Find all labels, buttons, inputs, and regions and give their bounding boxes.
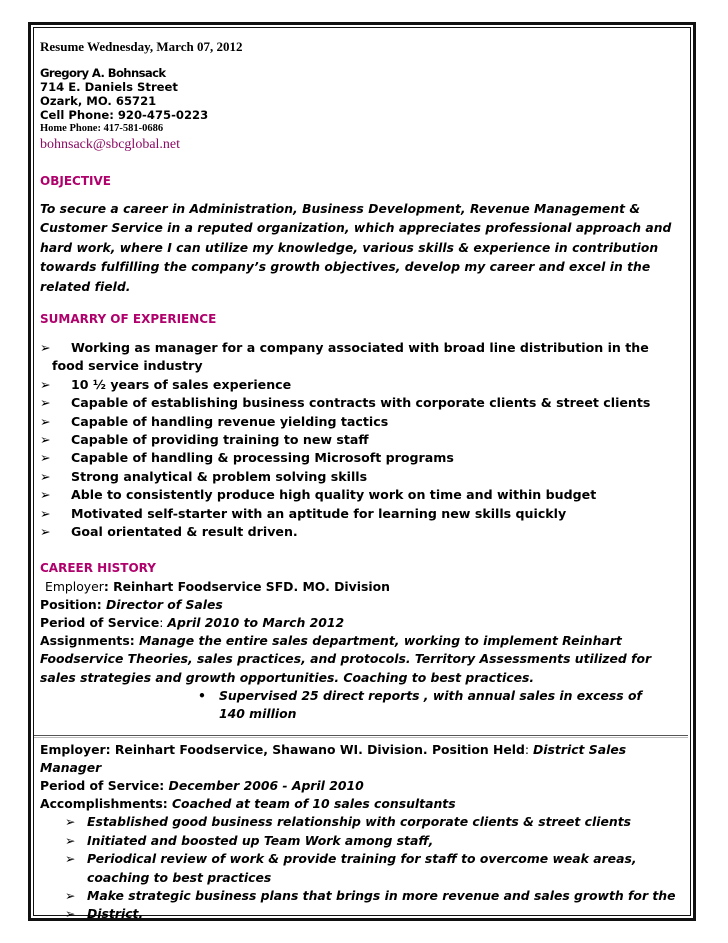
job-2	[40, 741, 688, 924]
job-1-bullet	[198, 687, 659, 724]
summary-item-text: Strong analytical & problem solving skills	[71, 468, 368, 484]
list-item	[40, 887, 688, 905]
accomplishment-text: District.	[87, 906, 144, 922]
arrow-bullet-icon: ➢	[40, 487, 51, 503]
job-2-period	[40, 777, 688, 795]
list-item	[40, 431, 688, 449]
contact-home-phone: Home Phone: 417-581-0686	[40, 123, 164, 134]
period-value: December 2006 - April 2010	[168, 777, 364, 793]
list-item	[40, 905, 688, 923]
summary-item-text: Goal orientated & result driven.	[71, 524, 298, 540]
list-item	[40, 339, 688, 376]
summary-item-text: Capable of establishing business contracts with corporate clients & street clients	[71, 395, 651, 411]
accomplishment-text: Make strategic business plans that brings in more revenue and sales growth for the	[87, 887, 676, 903]
job-1-employer	[40, 578, 688, 596]
summary-heading: SUMARRY OF EXPERIENCE	[40, 312, 217, 327]
accomplishment-text: Established good business relationship with corporate clients & street clients	[87, 814, 632, 830]
list-item	[40, 413, 688, 431]
employer-value: : Reinhart Foodservice, Shawano WI. Division. Position Held	[105, 741, 525, 757]
summary-item-text: Able to consistently produce high quality work on time and within budget	[71, 487, 597, 503]
summary-item-text: Motivated self-starter with an aptitude for learning new skills quickly	[71, 505, 567, 521]
arrow-bullet-icon: ➢	[40, 468, 51, 484]
period-label: Period of Service:	[40, 777, 169, 793]
job-2-employer: Employer: Reinhart Foodservice, Shawano WI. Division. Position Held: District Sales Manager	[40, 741, 627, 775]
employer-label: Employer	[45, 578, 104, 594]
summary-item-text: Capable of handling & processing Microsoft programs	[71, 450, 454, 466]
arrow-bullet-icon: ➢	[40, 505, 51, 521]
arrow-bullet-icon: ➢	[40, 395, 51, 411]
section-divider	[34, 735, 688, 738]
accomplishments-label: Accomplishments:	[40, 796, 172, 812]
job-1	[40, 578, 688, 724]
resume-title: Resume Wednesday, March 07, 2012	[40, 39, 243, 54]
resume-page	[40, 38, 688, 924]
list-item	[40, 486, 688, 504]
arrow-bullet-icon: ➢	[40, 432, 51, 448]
list-item	[40, 505, 688, 523]
arrow-bullet-icon: ➢	[65, 814, 76, 830]
summary-item-text: 10 ½ years of sales experience	[71, 376, 292, 392]
arrow-bullet-icon: ➢	[65, 906, 76, 922]
arrow-bullet-icon: ➢	[40, 340, 51, 356]
summary-item-text: Capable of handling revenue yielding tactics	[71, 413, 389, 429]
contact-email-link[interactable]: bohnsack@sbcglobal.net	[40, 137, 181, 152]
contact-name: Gregory A. Bohnsack	[40, 66, 166, 80]
arrow-bullet-icon: ➢	[40, 450, 51, 466]
employer-label: Employer	[40, 741, 106, 757]
objective-text: To secure a career in Administration, Business Development, Revenue Management & Customer Service in a reputed organization, which appreciates professional approach and hard work, where I can utilize my knowledge, various skills & experience in contribution towards fulfilling the company’s growth objectives, develop my career and excel in the related field.	[40, 202, 672, 294]
list-item	[40, 468, 688, 486]
arrow-bullet-icon: ➢	[40, 524, 51, 540]
list-item	[40, 832, 688, 850]
accomplishment-text: Initiated and boosted up Team Work among staff,	[87, 832, 434, 848]
position-label: Position:	[40, 596, 106, 612]
bullet-text: Supervised 25 direct reports , with annual sales in excess of 140 million	[219, 687, 642, 722]
list-item	[40, 394, 688, 412]
accomplishments-value: Coached at team of 10 sales consultants	[171, 796, 456, 812]
job-1-assignments	[40, 632, 688, 687]
job-1-period: Period of Service: April 2010 to March 2012	[40, 614, 345, 630]
employer-value: : Reinhart Foodservice SFD. MO. Division	[103, 578, 390, 594]
period-label: Period of Service	[40, 614, 160, 630]
arrow-bullet-icon: ➢	[40, 413, 51, 429]
position-value: Director of Sales	[106, 596, 223, 612]
summary-item-text: Capable of providing training to new staff	[71, 432, 369, 448]
contact-cell-phone: Cell Phone: 920-475-0223	[40, 108, 209, 122]
list-item	[40, 850, 688, 887]
arrow-bullet-icon: ➢	[40, 376, 51, 392]
position-value: District Sales Manager	[40, 741, 627, 775]
accomplishment-text: Periodical review of work & provide training for staff to overcome weak areas, coaching to best practices	[87, 851, 637, 885]
contact-city: Ozark, MO. 65721	[40, 94, 157, 108]
arrow-bullet-icon: ➢	[65, 887, 76, 903]
period-value: April 2010 to March 2012	[167, 614, 345, 630]
summary-item-continuation: food service industry	[52, 358, 203, 374]
assignments-label: Assignments:	[40, 633, 139, 649]
contact-street: 714 E. Daniels Street	[40, 80, 178, 94]
list-item	[40, 523, 688, 541]
assignments-value: Manage the entire sales department, working to implement Reinhart Foodservice Theories, sales practices, and protocols. Territory Assessments utilized for sales strategies and growth opportunities. Coaching to best practices.	[40, 633, 652, 685]
summary-list	[40, 339, 688, 541]
job-1-position	[40, 596, 688, 614]
accomplishments-list	[40, 813, 688, 923]
career-heading: CAREER HISTORY	[40, 560, 156, 575]
list-item	[40, 813, 688, 831]
objective-heading: OBJECTIVE	[40, 174, 111, 188]
summary-item-text: Working as manager for a company associated with broad line distribution in the	[71, 340, 649, 356]
list-item	[40, 376, 688, 394]
arrow-bullet-icon: ➢	[65, 851, 76, 867]
contact-block	[40, 66, 688, 122]
arrow-bullet-icon: ➢	[65, 832, 76, 848]
job-2-accomplishments	[40, 795, 688, 813]
dot-bullet-icon: •	[198, 687, 206, 703]
list-item	[40, 449, 688, 467]
